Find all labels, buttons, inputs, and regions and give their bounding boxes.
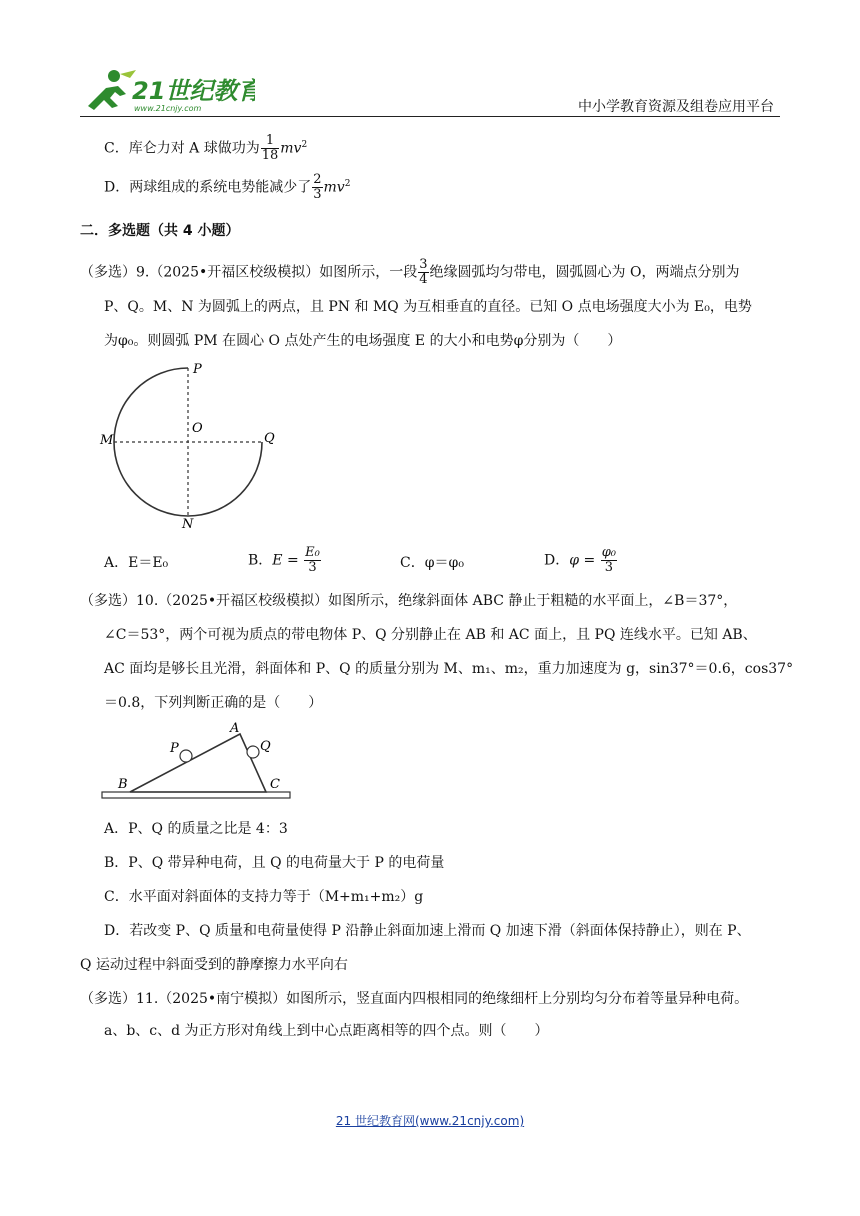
runner-logo-icon <box>80 66 255 116</box>
q10-line-3: AC 面均是够长且光滑，斜面体和 P、Q 的质量分别为 M、m₁、m₂，重力加速度为 g，sin37°＝0.6，cos37° <box>104 661 794 677</box>
q11-line-2: a、b、c、d 为正方形对角线上到中心点距离相等的四个点。则（ ） <box>104 1023 549 1039</box>
q9-line-2: P、Q。M、N 为圆弧上的两点，且 PN 和 MQ 为互相垂直的直径。已知 O 点电场强度大小为 E₀，电势 <box>104 299 752 315</box>
q9-option-c: C．φ＝φ₀ <box>400 555 464 571</box>
header-divider <box>80 116 780 117</box>
q10-option-c: C．水平面对斜面体的支持力等于（M+m₁+m₂）g <box>104 889 424 905</box>
label-a: A <box>230 721 240 736</box>
q9-option-a: A．E＝E₀ <box>104 555 169 571</box>
ground <box>102 792 290 798</box>
label-o: O <box>192 421 203 436</box>
label-p: P <box>193 362 202 377</box>
footer-link[interactable]: 21 世纪教育网(www.21cnjy.com) <box>335 1114 525 1128</box>
label-m: M <box>100 433 114 448</box>
q9-option-b: B．E = $\frac{\text{E₀}}{3}$ <box>248 545 320 575</box>
label-p: P <box>170 741 179 756</box>
ball-q <box>247 746 259 758</box>
label-n: N <box>182 517 194 530</box>
q10-figure <box>100 718 300 804</box>
label-b: B <box>118 777 128 792</box>
q10-option-d-line-2: Q 运动过程中斜面受到的静摩擦力水平向右 <box>80 957 348 973</box>
q10-line-4: ＝0.8，下列判断正确的是（ ） <box>104 695 323 711</box>
logo-text: 21世纪教育 <box>132 77 255 105</box>
label-c: C <box>270 777 280 792</box>
label-q: Q <box>260 739 271 754</box>
label-q: Q <box>264 431 275 446</box>
ball-p <box>180 750 192 762</box>
section-title: 二．多选题（共 4 小题） <box>80 223 240 239</box>
logo <box>80 66 255 116</box>
q10-option-d-line-1: D．若改变 P、Q 质量和电荷量使得 P 沿静止斜面加速上滑而 Q 加速下滑（斜面体保持静止），则在 P、 <box>104 923 751 939</box>
q10-option-a: A．P、Q 的质量之比是 4：3 <box>104 821 288 837</box>
q9-line-3: 为φ₀。则圆弧 PM 在圆心 O 点处产生的电场强度 E 的大小和电势φ分别为（ ） <box>104 333 622 349</box>
logo-subtext: www.21cnjy.com <box>134 104 202 113</box>
q11-line-1: （多选）11.（2025•南宁模拟）如图所示，竖直面内四根相同的绝缘细杆上分别均匀分布着等量异种电荷。 <box>80 991 749 1007</box>
q9-line-1: （多选）9.（2025•开福区校级模拟）如图所示，一段 $\frac{3}{4}$ 绝缘圆弧均匀带电，圆弧圆心为 O，两端点分别为 <box>80 257 740 287</box>
q9-figure <box>98 360 288 530</box>
prev-option-d: D．两球组成的系统电势能减少了 $\frac{2}{3}$ $mv^2$ <box>104 172 351 202</box>
q10-option-b: B．P、Q 带异种电荷，且 Q 的电荷量大于 P 的电荷量 <box>104 855 445 871</box>
incline <box>130 734 266 792</box>
header-platform-name: 中小学教育资源及组卷应用平台 <box>578 99 774 115</box>
q10-line-2: ∠C＝53°，两个可视为质点的带电物体 P、Q 分别静止在 AB 和 AC 面上，且 PQ 连线水平。已知 AB、 <box>104 627 757 643</box>
q10-line-1: （多选）10.（2025•开福区校级模拟）如图所示，绝缘斜面体 ABC 静止于粗糙的水平面上，∠B＝37°， <box>80 593 738 609</box>
q9-option-d: D．φ = $\frac{\text{φ₀}}{3}$ <box>544 545 617 575</box>
prev-option-c: C．库仑力对 A 球做功为 $\frac{1}{18}$ $mv^2$ <box>104 133 308 163</box>
